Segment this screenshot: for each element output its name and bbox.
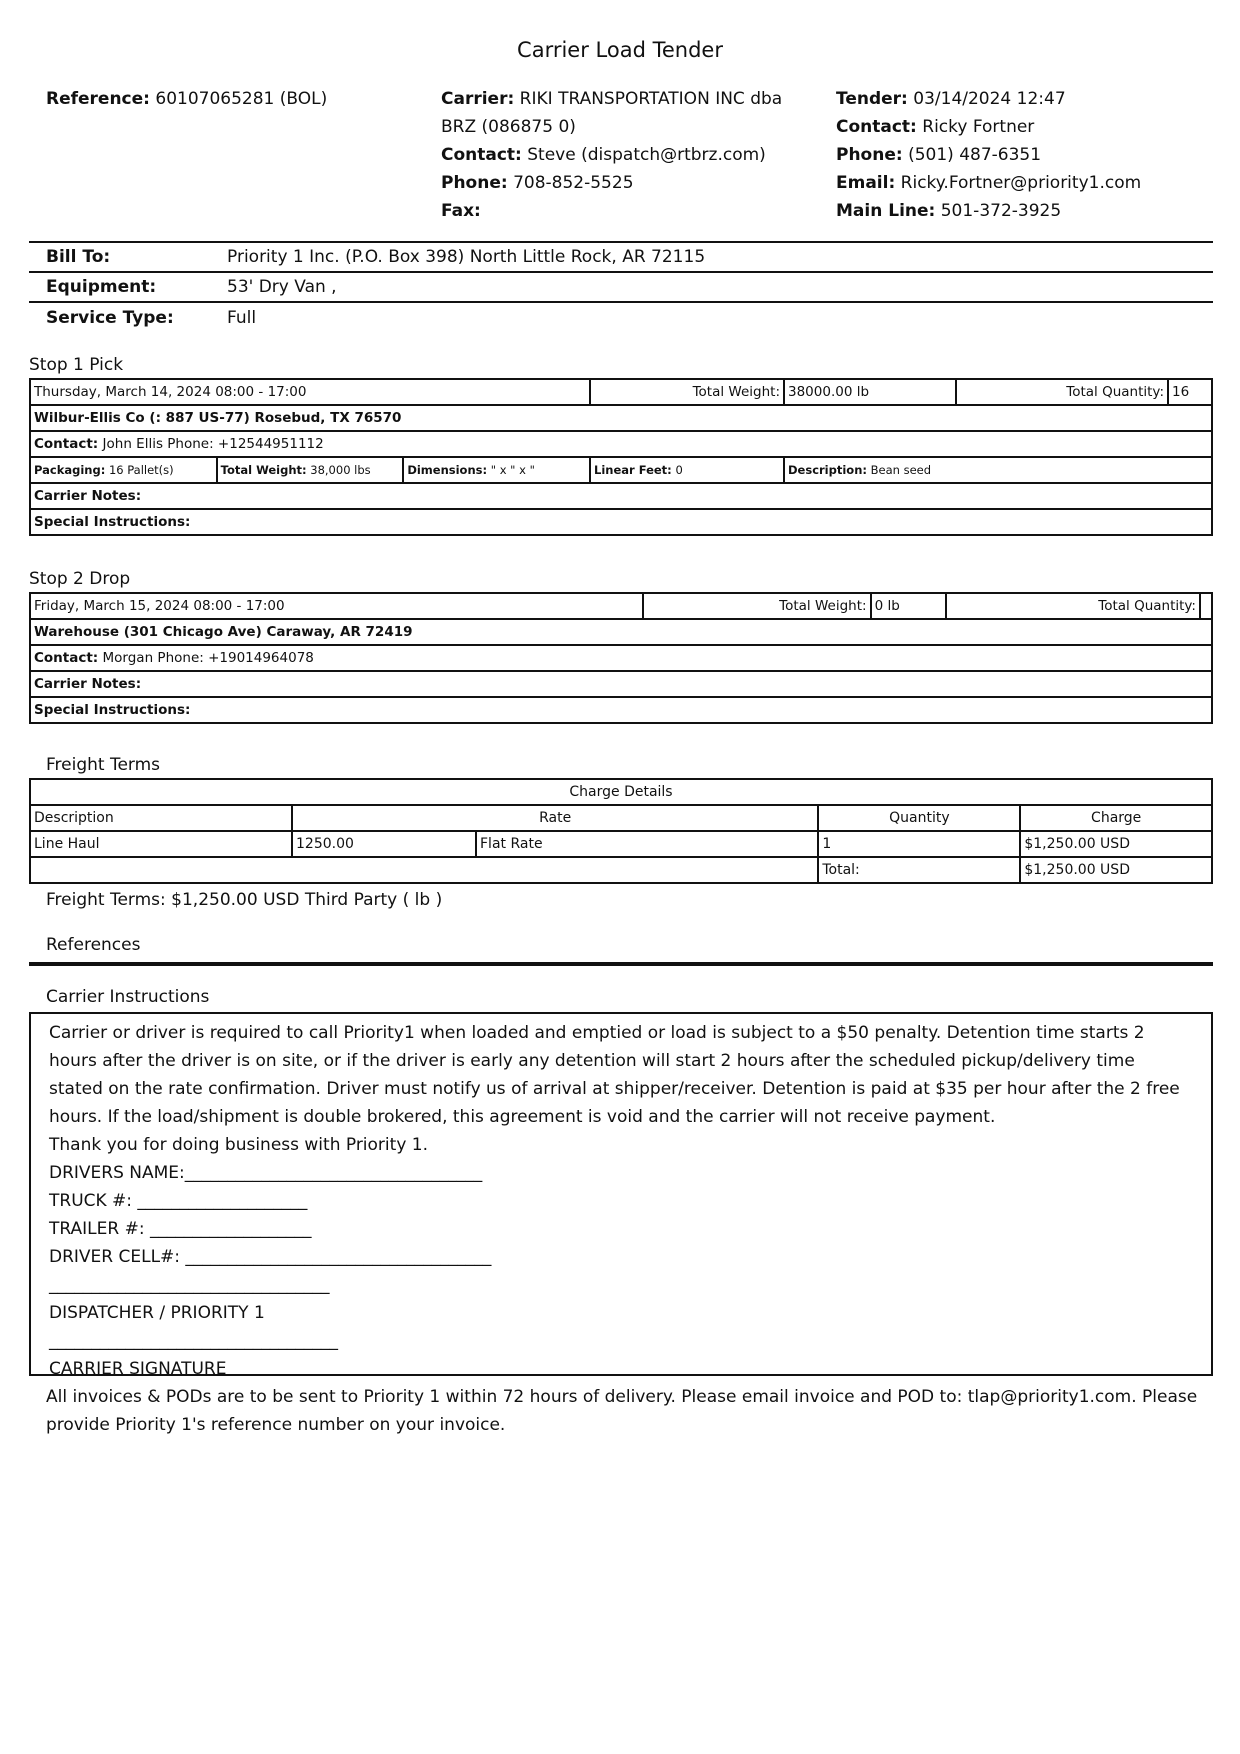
invoice-footer-note: All invoices & PODs are to be sent to Priority 1 within 72 hours of delivery. Please email invoice and POD to: tlap@priority1.com. Please provide Priority 1's reference number on your invoice. bbox=[46, 1387, 1198, 1435]
carrier-signature-line: __________________________________ bbox=[49, 1331, 338, 1351]
main-line-field: Main Line: 501-372-3925 bbox=[836, 201, 1062, 221]
equipment-value: 53' Dry Van , bbox=[227, 277, 337, 297]
stop1-table bbox=[29, 378, 1213, 536]
equipment-label: Equipment: bbox=[46, 277, 157, 297]
stop2-contact: Contact: Morgan Phone: +19014964078 bbox=[30, 645, 1212, 671]
stop1-heading: Stop 1 Pick bbox=[29, 355, 124, 375]
col-rate: Rate bbox=[292, 805, 818, 831]
drivers-name-line: DRIVERS NAME:___________________________________ bbox=[49, 1163, 483, 1183]
tender-block bbox=[836, 85, 1216, 225]
service-type-value: Full bbox=[227, 308, 257, 328]
bill-to-label: Bill To: bbox=[46, 247, 111, 267]
stop1-dimensions: Dimensions: " x " x " bbox=[403, 457, 590, 483]
stop2-heading: Stop 2 Drop bbox=[29, 569, 131, 589]
stop1-packaging: Packaging: 16 Pallet(s) bbox=[30, 457, 217, 483]
dispatcher-signature-line: _________________________________ bbox=[49, 1275, 330, 1295]
stop2-location: Warehouse (301 Chicago Ave) Caraway, AR 72419 bbox=[30, 619, 1212, 645]
freight-terms-summary: Freight Terms: $1,250.00 USD Third Party ( lb ) bbox=[46, 890, 443, 910]
stop1-quantity-label: Total Quantity: bbox=[956, 379, 1168, 405]
stop1-carrier-notes: Carrier Notes: bbox=[30, 483, 1212, 509]
stop2-quantity-label: Total Quantity: bbox=[946, 593, 1200, 619]
reference-block bbox=[46, 85, 426, 113]
tender-phone-value: (501) 487-6351 bbox=[908, 145, 1042, 165]
stop2-quantity-value bbox=[1200, 593, 1212, 619]
stop1-datetime: Thursday, March 14, 2024 08:00 - 17:00 bbox=[30, 379, 590, 405]
bill-to-value: Priority 1 Inc. (P.O. Box 398) North Little Rock, AR 72115 bbox=[227, 247, 706, 267]
freight-terms-heading: Freight Terms bbox=[46, 755, 161, 775]
col-description: Description bbox=[30, 805, 292, 831]
equipment-row bbox=[29, 273, 1213, 303]
stop1-weight-value: 38000.00 lb bbox=[784, 379, 956, 405]
service-type-row bbox=[29, 303, 1213, 333]
carrier-contact-field: Contact: Steve (dispatch@rtbrz.com) bbox=[441, 145, 766, 165]
stop1-location-row bbox=[30, 405, 1212, 431]
tender-phone-field: Phone: (501) 487-6351 bbox=[836, 145, 1042, 165]
charge-total-row bbox=[30, 857, 1212, 883]
references-divider bbox=[29, 962, 1213, 966]
stop1-pk-weight: Total Weight: 38,000 lbs bbox=[217, 457, 404, 483]
carrier-field: Carrier: RIKI TRANSPORTATION INC dba bbox=[441, 89, 783, 109]
col-quantity: Quantity bbox=[818, 805, 1020, 831]
tender-email-value: Ricky.Fortner@priority1.com bbox=[900, 173, 1142, 193]
total-value: $1,250.00 USD bbox=[1020, 857, 1212, 883]
col-charge: Charge bbox=[1020, 805, 1212, 831]
stop1-weight-label: Total Weight: bbox=[590, 379, 784, 405]
charge-details-title: Charge Details bbox=[30, 779, 1212, 805]
stop2-special-instructions-row bbox=[30, 697, 1212, 723]
reference-value: 60107065281 (BOL) bbox=[155, 89, 328, 109]
carrier-name: RIKI TRANSPORTATION INC dba bbox=[519, 89, 783, 109]
carrier-signature-label: CARRIER SIGNATURE bbox=[49, 1359, 227, 1379]
main-line-value: 501-372-3925 bbox=[940, 201, 1062, 221]
service-type-label: Service Type: bbox=[46, 308, 174, 328]
tender-contact-value: Ricky Fortner bbox=[922, 117, 1035, 137]
stop1-special-instructions: Special Instructions: bbox=[30, 509, 1212, 535]
carrier-phone-field: Phone: 708-852-5525 bbox=[441, 173, 634, 193]
stop1-description: Description: Bean seed bbox=[784, 457, 1212, 483]
reference-field: Reference: 60107065281 (BOL) bbox=[46, 89, 328, 109]
stop1-packaging-row bbox=[30, 457, 1212, 483]
carrier-contact-value: Steve (dispatch@rtbrz.com) bbox=[527, 145, 766, 165]
page-title: Carrier Load Tender bbox=[517, 38, 723, 62]
stop1-special-instructions-row bbox=[30, 509, 1212, 535]
instructions-thanks: Thank you for doing business with Priority 1. bbox=[49, 1135, 428, 1155]
tender-value: 03/14/2024 12:47 bbox=[913, 89, 1066, 109]
trailer-line: TRAILER #: ___________________ bbox=[49, 1219, 312, 1239]
carrier-instructions-box bbox=[29, 1012, 1213, 1379]
stop1-linear-feet: Linear Feet: 0 bbox=[590, 457, 784, 483]
stop1-carrier-notes-row bbox=[30, 483, 1212, 509]
carrier-block bbox=[441, 85, 791, 225]
stop2-location-row bbox=[30, 619, 1212, 645]
charge-row bbox=[30, 831, 1212, 857]
stop2-table bbox=[29, 592, 1213, 724]
stop1-location: Wilbur-Ellis Co (: 887 US-77) Rosebud, TX 76570 bbox=[30, 405, 1212, 431]
carrier-phone-value: 708-852-5525 bbox=[513, 173, 634, 193]
carrier-instructions-heading: Carrier Instructions bbox=[46, 987, 210, 1007]
tender-field: Tender: 03/14/2024 12:47 bbox=[836, 89, 1066, 109]
charge-header-row bbox=[30, 805, 1212, 831]
billing-section bbox=[29, 241, 1213, 333]
references-heading: References bbox=[46, 935, 141, 955]
stop2-weight-value: 0 lb bbox=[871, 593, 947, 619]
charge-details-title-row bbox=[30, 779, 1212, 805]
carrier-fax-field: Fax: bbox=[441, 201, 481, 221]
stop2-carrier-notes-row bbox=[30, 671, 1212, 697]
total-label: Total: bbox=[818, 857, 1020, 883]
stop2-datetime: Friday, March 15, 2024 08:00 - 17:00 bbox=[30, 593, 643, 619]
stop2-weight-label: Total Weight: bbox=[643, 593, 871, 619]
stop1-quantity-value: 16 bbox=[1168, 379, 1212, 405]
line-description: Line Haul bbox=[30, 831, 292, 857]
tender-contact-field: Contact: Ricky Fortner bbox=[836, 117, 1035, 137]
dispatcher-label: DISPATCHER / PRIORITY 1 bbox=[49, 1303, 265, 1323]
line-rate-type: Flat Rate bbox=[476, 831, 818, 857]
stop1-schedule-row bbox=[30, 379, 1212, 405]
charge-details-table bbox=[29, 778, 1213, 884]
driver-cell-line: DRIVER CELL#: ____________________________________ bbox=[49, 1247, 492, 1267]
stop1-contact: Contact: John Ellis Phone: +12544951112 bbox=[30, 431, 1212, 457]
tender-email-field: Email: Ricky.Fortner@priority1.com bbox=[836, 173, 1142, 193]
stop1-contact-row bbox=[30, 431, 1212, 457]
stop2-carrier-notes: Carrier Notes: bbox=[30, 671, 1212, 697]
stop2-contact-row bbox=[30, 645, 1212, 671]
truck-line: TRUCK #: ____________________ bbox=[49, 1191, 308, 1211]
line-quantity: 1 bbox=[818, 831, 1020, 857]
line-charge: $1,250.00 USD bbox=[1020, 831, 1212, 857]
line-rate: 1250.00 bbox=[292, 831, 476, 857]
bill-to-row bbox=[29, 243, 1213, 273]
carrier-name-cont: BRZ (086875 0) bbox=[441, 117, 576, 137]
stop2-schedule-row bbox=[30, 593, 1212, 619]
stop2-special-instructions: Special Instructions: bbox=[30, 697, 1212, 723]
instructions-paragraph: Carrier or driver is required to call Priority1 when loaded and emptied or load is subject to a $50 penalty. Detention time starts 2 hours after the driver is on site, or if the driver is early any detention will start 2 hours after the scheduled pickup/delivery time stated on the rate confirmation. Driver must notify us of arrival at shipper/receiver. Detention is paid at $35 per hour after the 2 free hours. If the load/shipment is double brokered, this agreement is void and the carrier will not receive payment. bbox=[49, 1023, 1180, 1127]
